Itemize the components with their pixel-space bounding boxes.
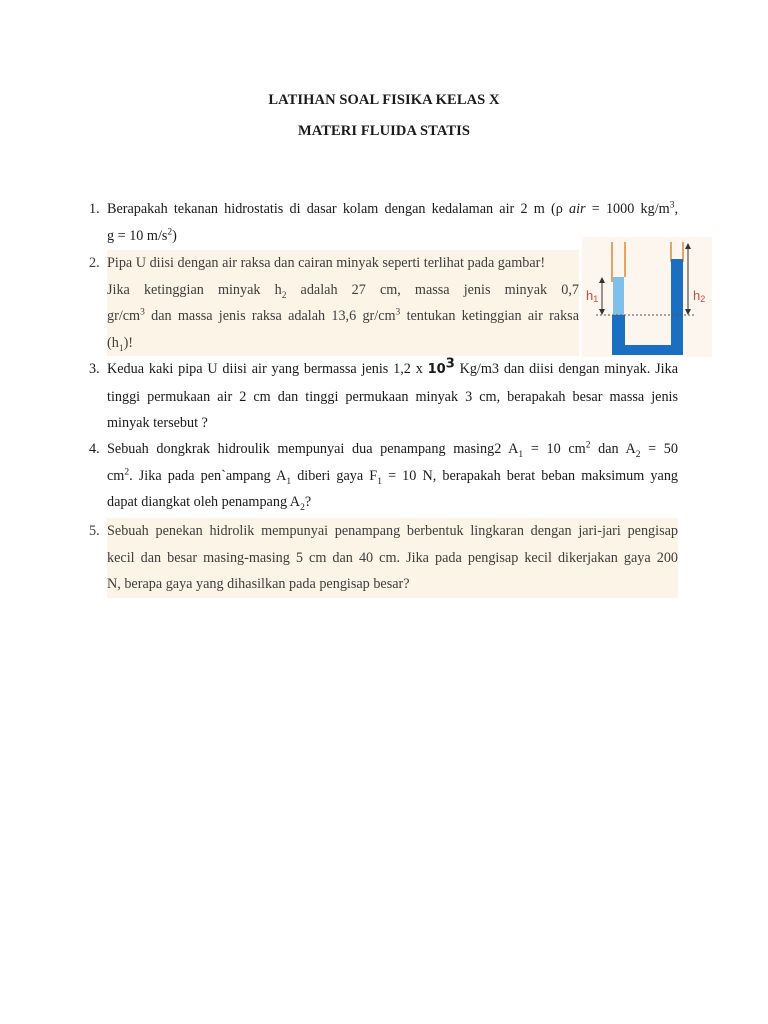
power-exponent: 3	[445, 356, 455, 372]
subscript: 2	[300, 502, 305, 513]
text-segment: minyak tersebut ?	[107, 415, 208, 431]
text-segment: dan massa jenis raksa adalah 13,6 gr/cm	[144, 308, 396, 324]
question-body	[107, 518, 678, 598]
question-line	[107, 463, 678, 490]
question-line	[107, 277, 579, 304]
subscript: 1	[118, 343, 124, 354]
text-segment: gr/cm	[107, 308, 141, 324]
text-segment: Sebuah dongkrak hidroulik mempunyai dua penampang masing2 A	[107, 441, 519, 457]
question-4	[89, 436, 678, 516]
text-segment: cm	[107, 467, 125, 484]
superscript: 3	[395, 307, 401, 318]
text-segment: . Jika pada pen`ampang A	[129, 467, 287, 484]
subscript: 2	[281, 290, 287, 301]
superscript: 2	[585, 440, 591, 451]
subscript: 2	[635, 449, 641, 460]
question-3	[89, 356, 678, 437]
question-line	[107, 571, 678, 598]
question-line	[107, 196, 678, 223]
question-line	[107, 384, 678, 411]
h2-arrow-head-bottom	[685, 309, 691, 315]
label-h2-sub: 2	[700, 294, 706, 304]
text-segment: (h	[107, 334, 119, 351]
question-number: 4.	[89, 441, 100, 457]
question-line	[107, 545, 678, 572]
text-segment: tinggi permukaan air 2 cm dan tinggi permukaan minyak 3 cm, berapakah besar massa jenis	[107, 388, 678, 405]
label-h1	[586, 288, 598, 304]
text-segment: = 10 cm	[523, 441, 586, 457]
text-segment: Jika ketinggian minyak h	[107, 281, 282, 298]
text-segment: ,	[674, 201, 678, 217]
label-h2	[693, 288, 705, 304]
subscript: 1	[286, 476, 292, 487]
text-segment: Kg/m3 dan diisi dengan minyak. Jika	[454, 361, 678, 377]
text-segment: g = 10 m/s	[107, 227, 168, 244]
subscript: 1	[518, 449, 524, 460]
question-line	[107, 356, 678, 384]
h1-arrow-head-top	[599, 277, 605, 283]
subscript: 1	[377, 476, 382, 487]
text-segment: )!	[123, 334, 134, 351]
document-title: LATIHAN SOAL FISIKA KELAS X	[268, 92, 500, 108]
question-5	[89, 518, 678, 598]
u-tube-diagram	[582, 237, 712, 357]
question-line	[107, 303, 579, 330]
superscript: 3	[669, 200, 675, 211]
text-segment: = 1000 kg/m	[585, 201, 670, 217]
question-number: 1.	[89, 201, 100, 217]
text-segment: diberi gaya F	[291, 467, 378, 484]
question-number: 2.	[89, 255, 100, 271]
superscript: 2	[124, 466, 130, 477]
u-tube-figure	[582, 237, 712, 357]
question-line	[107, 250, 579, 277]
text-segment: Pipa U diisi dengan air raksa dan cairan minyak seperti terlihat pada gambar!	[107, 255, 546, 271]
text-segment: Kedua kaki pipa U diisi air yang bermassa jenis 1,2 x	[107, 361, 428, 377]
text-segment: tentukan ketinggian air raksa	[400, 308, 580, 324]
label-h1-text: h	[586, 288, 594, 303]
oil-column	[613, 277, 624, 315]
h2-arrow-head-top	[685, 243, 691, 249]
text-segment: kecil dan besar masing-masing 5 cm dan 40 cm. Jika pada pengisap kecil dikerjakan gaya 200	[107, 549, 678, 566]
text-segment: Berapakah tekanan hidrostatis di dasar kolam dengan kedalaman air 2 m (ρ	[107, 201, 569, 217]
question-line	[107, 436, 678, 463]
text-segment: N, berapa gaya yang dihasilkan pada pengisap besar?	[107, 576, 410, 592]
text-segment-italic: air	[569, 201, 586, 217]
document-subtitle: MATERI FLUIDA STATIS	[297, 123, 470, 139]
text-segment: Sebuah penekan hidrolik mempunyai penampang berbentuk lingkaran dengan jari-jari pengisap	[107, 523, 678, 539]
question-body	[107, 356, 678, 437]
question-line	[107, 330, 579, 357]
text-segment: = 10 N, berapakah berat beban maksimum yang	[381, 467, 679, 484]
question-body	[107, 250, 579, 356]
text-segment: dapat diangkat oleh penampang A	[107, 494, 301, 510]
label-h2-text: h	[693, 288, 701, 303]
superscript: 3	[140, 307, 145, 318]
power-base: 10	[427, 362, 446, 377]
question-line	[107, 410, 678, 437]
text-segment: dan A	[590, 441, 636, 457]
question-2	[89, 250, 579, 356]
text-segment: )	[172, 227, 177, 244]
question-line	[107, 489, 678, 516]
question-number: 5.	[89, 523, 100, 539]
question-body	[107, 436, 678, 516]
question-number: 3.	[89, 361, 100, 377]
text-segment: ?	[304, 494, 312, 510]
h1-arrow-head-bottom	[599, 309, 605, 315]
text-segment: = 50	[640, 441, 678, 457]
label-h1-sub: 1	[593, 294, 599, 304]
question-line	[107, 518, 678, 545]
superscript: 2	[167, 226, 173, 237]
text-segment: adalah 27 cm, massa jenis minyak 0,7	[286, 281, 579, 298]
